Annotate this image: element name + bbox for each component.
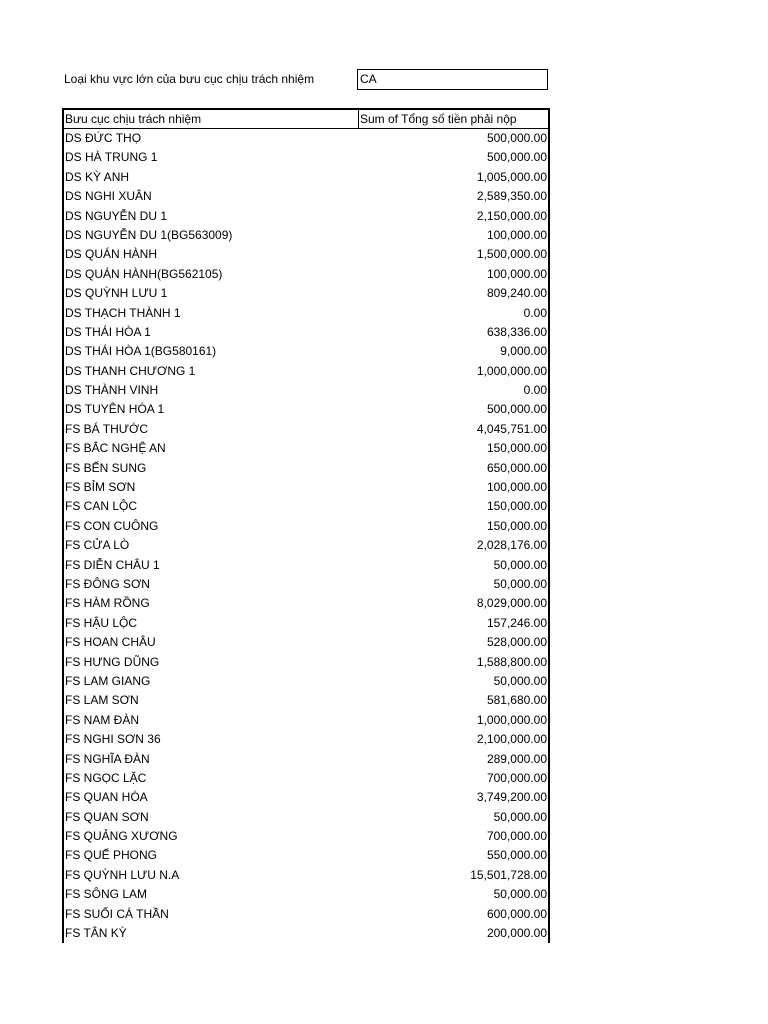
table-row	[64, 245, 548, 264]
amount-cell[interactable]: 809,240.00	[486, 286, 547, 301]
table-row	[64, 905, 548, 924]
table-row	[64, 168, 548, 187]
pivot-table	[62, 108, 550, 943]
post-office-cell[interactable]: DS THÁI HÒA 1(BG580161)	[65, 344, 217, 359]
post-office-cell[interactable]: FS SÔNG LAM	[65, 887, 148, 902]
post-office-cell[interactable]: FS BÁ THƯỚC	[65, 421, 148, 436]
table-row	[64, 866, 548, 885]
post-office-cell[interactable]: FS QUẢNG XƯƠNG	[65, 829, 178, 844]
post-office-cell[interactable]: FS NGHĨA ĐÀN	[65, 751, 150, 766]
post-office-cell[interactable]: DS NGUYỄN DU 1	[65, 208, 168, 223]
post-office-cell[interactable]: DS QUÁN HÀNH	[65, 247, 158, 262]
amount-cell[interactable]: 500,000.00	[486, 402, 547, 417]
filter-label: Loại khu vực lớn của bưu cục chịu trách nhiệm	[64, 72, 315, 86]
table-row	[64, 439, 548, 458]
table-row	[64, 362, 548, 381]
table-row	[64, 129, 548, 148]
amount-cell[interactable]: 700,000.00	[486, 829, 547, 844]
table-row	[64, 420, 548, 439]
table-row	[64, 788, 548, 807]
post-office-cell[interactable]: FS LAM SƠN	[65, 693, 139, 708]
amount-cell[interactable]: 289,000.00	[486, 751, 547, 766]
amount-cell[interactable]: 1,000,000.00	[476, 712, 547, 727]
filter-value-cell[interactable]: CA	[357, 69, 548, 90]
post-office-cell[interactable]: DS TUYÊN HÓA 1	[65, 402, 165, 417]
post-office-cell[interactable]: FS QUAN SƠN	[65, 809, 149, 824]
header-sum-amount[interactable]: Sum of Tổng số tiền phải nộp	[360, 112, 517, 126]
amount-cell[interactable]: 4,045,751.00	[476, 421, 547, 436]
amount-cell[interactable]: 650,000.00	[486, 460, 547, 475]
amount-cell[interactable]: 600,000.00	[486, 906, 547, 921]
header-post-office[interactable]: Bưu cục chịu trách nhiệm	[64, 110, 359, 128]
post-office-cell[interactable]: DS QUÁN HÀNH(BG562105)	[65, 266, 223, 281]
pivot-body	[64, 129, 548, 943]
table-row	[64, 769, 548, 788]
amount-cell[interactable]: 2,589,350.00	[476, 189, 547, 204]
amount-cell[interactable]: 100,000.00	[486, 266, 547, 281]
amount-cell[interactable]: 150,000.00	[486, 441, 547, 456]
table-row	[64, 750, 548, 769]
amount-cell[interactable]: 1,000,000.00	[476, 363, 547, 378]
post-office-cell[interactable]: DS THẠCH THÀNH 1	[65, 305, 181, 320]
post-office-cell[interactable]: FS HƯNG DŨNG	[65, 654, 160, 669]
amount-cell[interactable]: 15,501,728.00	[470, 867, 547, 882]
amount-cell[interactable]: 100,000.00	[486, 227, 547, 242]
amount-cell[interactable]: 2,100,000.00	[476, 732, 547, 747]
post-office-cell[interactable]: FS BẾN SUNG	[65, 460, 147, 475]
post-office-cell[interactable]: FS QUẾ PHONG	[65, 848, 158, 863]
post-office-cell[interactable]: FS NGHI SƠN 36	[65, 732, 161, 747]
table-row	[64, 226, 548, 245]
amount-cell[interactable]: 1,588,800.00	[476, 654, 547, 669]
table-row	[64, 594, 548, 613]
table-row	[64, 614, 548, 633]
table-row	[64, 400, 548, 419]
amount-cell[interactable]: 100,000.00	[486, 480, 547, 495]
amount-cell[interactable]: 2,150,000.00	[476, 208, 547, 223]
table-row	[64, 711, 548, 730]
post-office-cell[interactable]: FS TÂN KỲ	[65, 926, 127, 941]
amount-cell[interactable]: 50,000.00	[493, 887, 547, 902]
table-row	[64, 924, 548, 943]
table-row	[64, 653, 548, 672]
post-office-cell[interactable]: FS LAM GIANG	[65, 673, 151, 688]
table-row	[64, 808, 548, 827]
table-row	[64, 691, 548, 710]
post-office-cell[interactable]: DS THANH CHƯƠNG 1	[65, 363, 196, 378]
table-row	[64, 846, 548, 865]
amount-cell[interactable]: 0.00	[523, 383, 547, 398]
table-row	[64, 323, 548, 342]
amount-cell[interactable]: 2,028,176.00	[476, 538, 547, 553]
post-office-cell[interactable]: FS BỈM SƠN	[65, 480, 136, 495]
amount-cell[interactable]: 581,680.00	[486, 693, 547, 708]
post-office-cell[interactable]: FS BẮC NGHỆ AN	[65, 441, 166, 456]
amount-cell[interactable]: 50,000.00	[493, 576, 547, 591]
table-row	[64, 536, 548, 555]
post-office-cell[interactable]: DS QUỲNH LƯU 1	[65, 286, 168, 301]
table-row	[64, 827, 548, 846]
post-office-cell[interactable]: DS THÀNH VINH	[65, 383, 159, 398]
table-row	[64, 517, 548, 536]
table-row	[64, 207, 548, 226]
post-office-cell[interactable]: FS QUAN HÓA	[65, 790, 148, 805]
table-row	[64, 497, 548, 516]
amount-cell[interactable]: 500,000.00	[486, 131, 547, 145]
post-office-cell[interactable]: DS KỲ ANH	[65, 169, 130, 184]
post-office-cell[interactable]: FS SUỐI CÁ THẦN	[65, 906, 169, 921]
amount-cell[interactable]: 528,000.00	[486, 635, 547, 650]
amount-cell[interactable]: 500,000.00	[486, 150, 547, 165]
post-office-cell[interactable]: FS NAM ĐÀN	[65, 712, 140, 727]
table-row	[64, 633, 548, 652]
amount-cell[interactable]: 50,000.00	[493, 673, 547, 688]
table-row	[64, 342, 548, 361]
table-row	[64, 672, 548, 691]
amount-cell[interactable]: 638,336.00	[486, 324, 547, 339]
table-row	[64, 284, 548, 303]
post-office-cell[interactable]: DS THÁI HÒA 1	[65, 324, 151, 339]
amount-cell[interactable]: 200,000.00	[486, 926, 547, 941]
amount-cell[interactable]: 150,000.00	[486, 518, 547, 533]
post-office-cell[interactable]: DS HÀ TRUNG 1	[65, 150, 158, 165]
table-row	[64, 304, 548, 323]
table-row	[64, 478, 548, 497]
post-office-cell[interactable]: DS NGHI XUÂN	[65, 189, 152, 204]
post-office-cell[interactable]: FS NGỌC LẶC	[65, 770, 147, 785]
table-row	[64, 265, 548, 284]
post-office-cell[interactable]: DS ĐỨC THỌ	[65, 131, 142, 145]
amount-cell[interactable]: 50,000.00	[493, 809, 547, 824]
amount-cell[interactable]: 8,029,000.00	[476, 596, 547, 611]
post-office-cell[interactable]: FS CON CUÔNG	[65, 518, 159, 533]
table-row	[64, 148, 548, 167]
amount-cell[interactable]: 3,749,200.00	[476, 790, 547, 805]
table-row	[64, 575, 548, 594]
table-row	[64, 459, 548, 478]
amount-cell[interactable]: 700,000.00	[486, 770, 547, 785]
post-office-cell[interactable]: FS DIỄN CHÂU 1	[65, 557, 160, 572]
table-row	[64, 556, 548, 575]
amount-cell[interactable]: 150,000.00	[486, 499, 547, 514]
table-row	[64, 885, 548, 904]
pivot-header-row	[64, 110, 548, 129]
table-row	[64, 187, 548, 206]
post-office-cell[interactable]: FS CAN LỘC	[65, 499, 138, 514]
amount-cell[interactable]: 157,246.00	[486, 615, 547, 630]
post-office-cell[interactable]: FS QUỲNH LƯU N.A	[65, 867, 180, 882]
amount-cell[interactable]: 50,000.00	[493, 557, 547, 572]
amount-cell[interactable]: 1,005,000.00	[476, 169, 547, 184]
post-office-cell[interactable]: DS NGUYỄN DU 1(BG563009)	[65, 227, 233, 242]
post-office-cell[interactable]: FS CỬA LÒ	[65, 538, 130, 553]
amount-cell[interactable]: 550,000.00	[486, 848, 547, 863]
amount-cell[interactable]: 1,500,000.00	[476, 247, 547, 262]
post-office-cell[interactable]: FS HẬU LỘC	[65, 615, 138, 630]
post-office-cell[interactable]: FS HOAN CHÂU	[65, 635, 156, 650]
amount-cell[interactable]: 9,000.00	[500, 344, 547, 359]
table-row	[64, 730, 548, 749]
table-row	[64, 381, 548, 400]
post-office-cell[interactable]: FS ĐÔNG SƠN	[65, 576, 150, 591]
post-office-cell[interactable]: FS HÀM RỒNG	[65, 596, 150, 611]
amount-cell[interactable]: 0.00	[523, 305, 547, 320]
